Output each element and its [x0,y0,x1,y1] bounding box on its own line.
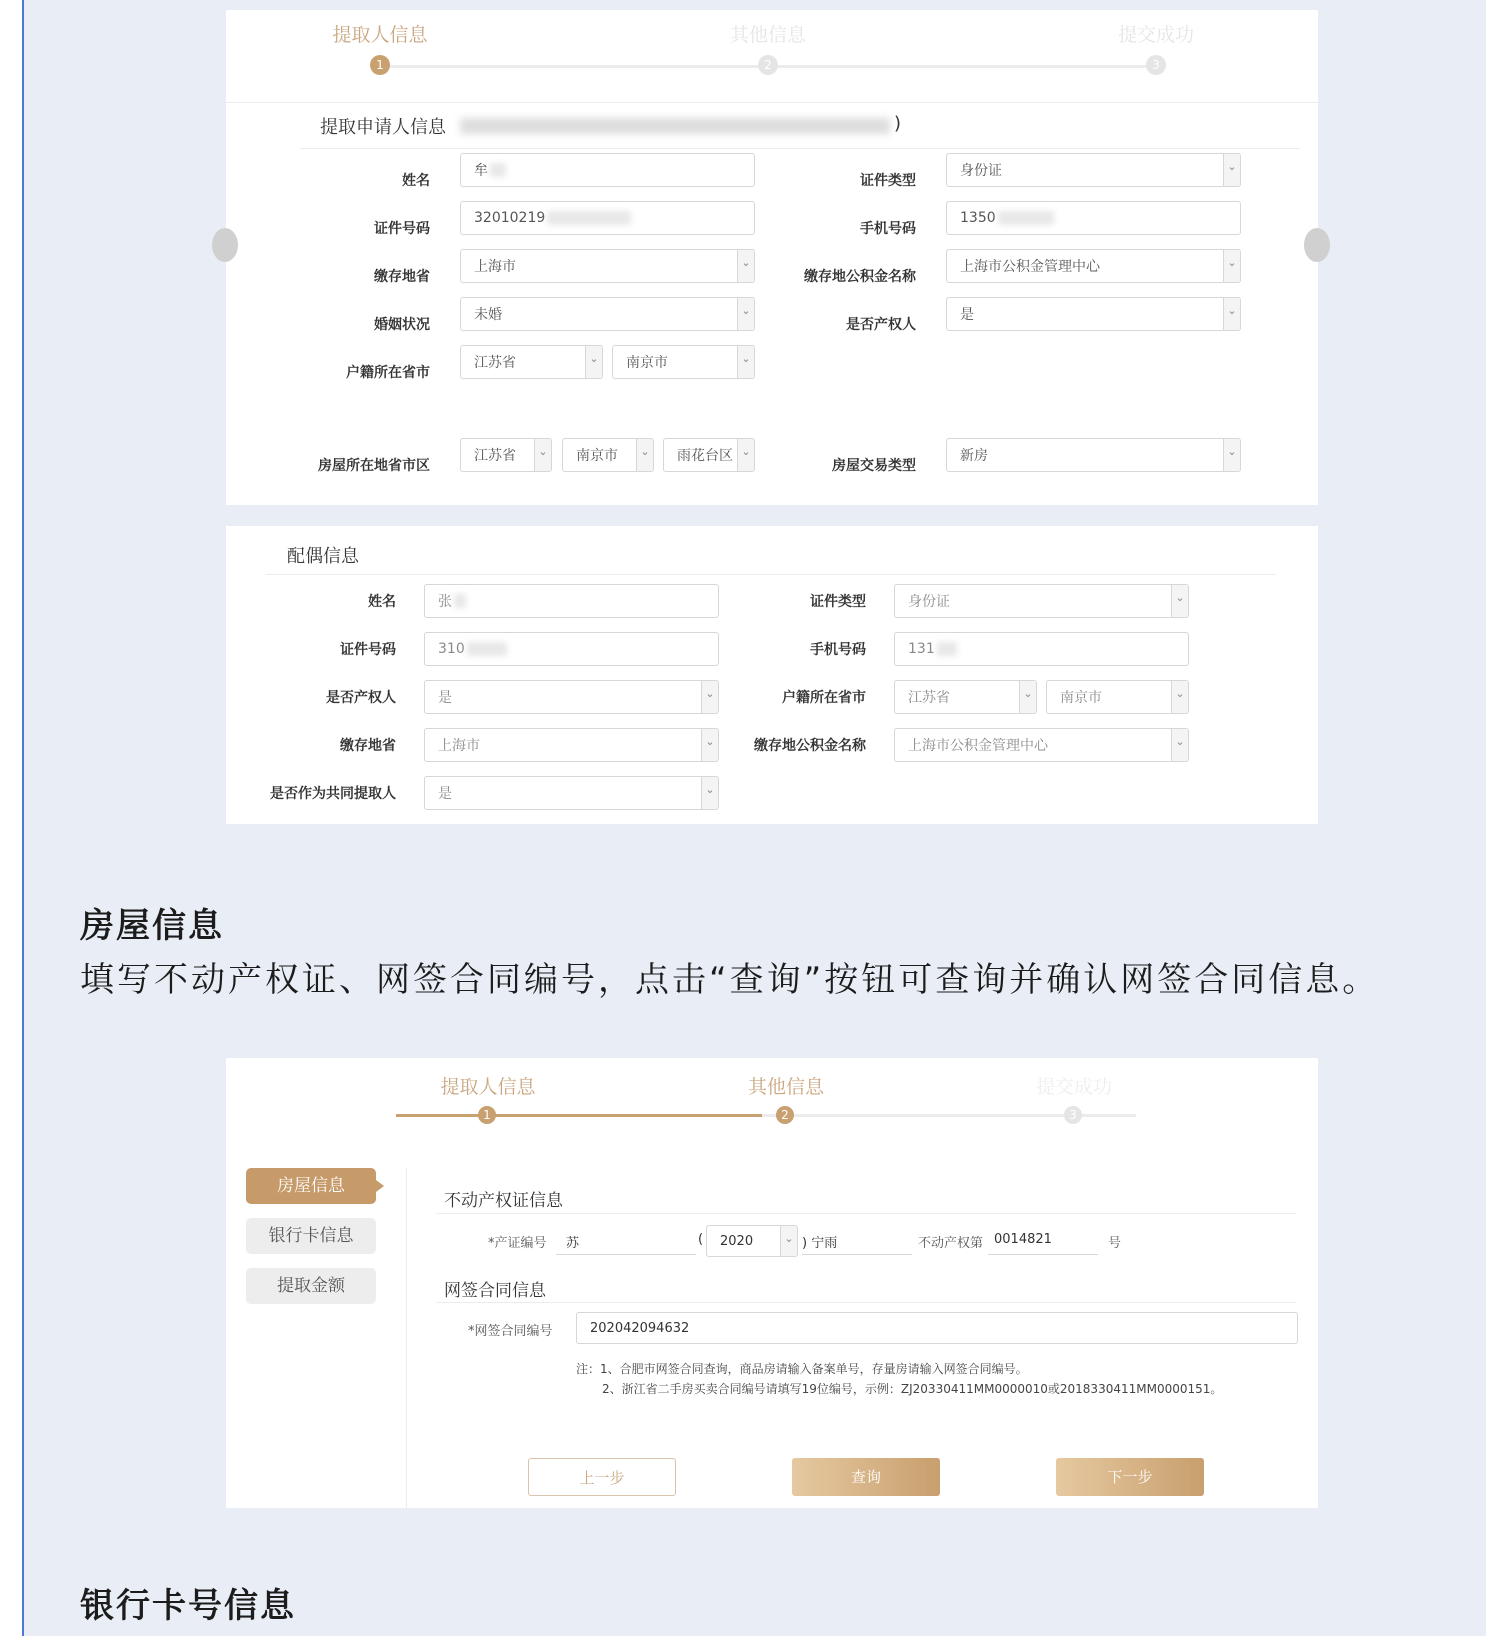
spouse-fund-center-select[interactable]: 上海市公积金管理中心 ⌄ [894,728,1189,762]
is-owner-select[interactable]: 是 ⌄ [946,297,1241,331]
step-2-label: 其他信息 [747,1076,824,1098]
note-line-1: 注：1、合肥市网签合同查询，商品房请输入备案单号，存量房请输入网签合同编号。 [576,1362,1028,1376]
cert-mid-label: 不动产权第 [918,1236,984,1251]
spouse-id-type-select[interactable]: 身份证 ⌄ [894,584,1189,618]
step-1-dot: 1 [370,55,390,75]
spouse-hukou-city-select[interactable]: 南京市 ⌄ [1046,680,1189,714]
contract-number-input[interactable]: 202042094632 [576,1312,1298,1344]
spouse-form-screenshot [226,526,1318,824]
applicant-section-title: 提取申请人信息 [320,117,446,138]
marital-status-label: 婚姻状况 [374,317,430,333]
id-type-select[interactable]: 身份证 ⌄ [946,153,1241,187]
carousel-next-arrow[interactable] [1304,228,1330,262]
cert-region-underline[interactable] [802,1254,912,1255]
spouse-id-number-input[interactable]: 310 [424,632,719,666]
query-button[interactable]: 查询 [792,1458,940,1496]
hukou-label: 户籍所在省市 [346,365,430,381]
spouse-name-input[interactable]: 张 [424,584,719,618]
id-number-input[interactable]: 32010219 [460,201,755,235]
name-label: 姓名 [402,173,430,189]
section-divider [300,148,1300,149]
phone-input[interactable]: 1350 [946,201,1241,235]
hukou-province-select[interactable]: 江苏省 ⌄ [460,345,603,379]
redacted-info [460,118,890,134]
step-1-dot: 1 [478,1106,496,1124]
name-input[interactable]: 牟 [460,153,755,187]
step-3-label: 提交成功 [1117,24,1194,46]
trade-type-select[interactable]: 新房 ⌄ [946,438,1241,472]
article-page [22,0,1486,1636]
next-step-button[interactable]: 下一步 [1056,1458,1204,1496]
note-line-2: 2、浙江省二手房买卖合同编号请填写19位编号，示例：ZJ20330411MM0000010或2018330411MM0000151。 [602,1382,1223,1396]
phone-label: 手机号码 [860,221,916,237]
tab-withdraw-amount[interactable]: 提取金额 [246,1268,376,1304]
spouse-phone-input[interactable]: 131 [894,632,1189,666]
paren-open: ( [698,1232,704,1247]
spouse-is-owner-label: 是否产权人 [326,690,396,706]
section-divider [436,1213,1296,1214]
step-2-dot: 2 [758,55,778,75]
tab-bank-card-info[interactable]: 银行卡信息 [246,1218,376,1254]
is-owner-label: 是否产权人 [846,317,916,333]
applicant-section-suffix: ) [894,113,902,134]
id-number-label: 证件号码 [374,221,430,237]
sidebar-divider [406,1168,407,1508]
co-withdraw-label: 是否作为共同提取人 [270,786,396,802]
co-withdraw-select[interactable]: 是 ⌄ [424,776,719,810]
step-1-label: 提取人信息 [332,24,428,46]
step-3-label: 提交成功 [1035,1076,1112,1098]
house-province-select[interactable]: 江苏省 ⌄ [460,438,552,472]
id-type-label: 证件类型 [860,173,916,189]
step-3-dot: 3 [1064,1106,1082,1124]
cert-region: ) 宁雨 [802,1236,838,1251]
step-3-dot: 3 [1146,55,1166,75]
spouse-is-owner-select[interactable]: 是 ⌄ [424,680,719,714]
spouse-fund-center-label: 缴存地公积金名称 [754,738,866,754]
section-divider [266,574,1276,575]
spouse-deposit-province-select[interactable]: 上海市 ⌄ [424,728,719,762]
spouse-phone-label: 手机号码 [810,642,866,658]
spouse-id-type-label: 证件类型 [810,594,866,610]
deposit-province-select[interactable]: 上海市 ⌄ [460,249,755,283]
cert-prefix: 苏 [566,1236,580,1251]
step-2-label: 其他信息 [729,24,806,46]
step-2-dot: 2 [776,1106,794,1124]
house-location-label: 房屋所在地省市区 [318,458,430,474]
house-info-heading: 房屋信息 [80,906,224,946]
tab-house-info[interactable]: 房屋信息 [246,1168,376,1204]
marital-status-select[interactable]: 未婚 ⌄ [460,297,755,331]
deposit-province-label: 缴存地省 [374,269,430,285]
house-district-select[interactable]: 雨花台区 ⌄ [663,438,755,472]
contract-section-title: 网签合同信息 [444,1281,546,1301]
contract-number-label: *网签合同编号 [468,1324,553,1339]
previous-step-button[interactable]: 上一步 [528,1458,676,1496]
cert-suffix: 号 [1108,1236,1122,1251]
cert-section-title: 不动产权证信息 [444,1191,563,1211]
applicant-form-screenshot [226,10,1318,505]
cert-prefix-underline[interactable] [556,1254,696,1255]
cert-number-underline[interactable] [988,1254,1098,1255]
house-city-select[interactable]: 南京市 ⌄ [562,438,654,472]
cert-year-select[interactable]: 2020 ⌄ [706,1225,798,1257]
step-track [390,65,1166,68]
house-info-form-screenshot [226,1058,1318,1508]
spouse-id-number-label: 证件号码 [340,642,396,658]
spouse-deposit-province-label: 缴存地省 [340,738,396,754]
cert-number-label: *产证编号 [488,1236,547,1251]
carousel-prev-arrow[interactable] [212,228,238,262]
section-divider [436,1302,1296,1303]
house-info-paragraph: 填写不动产权证、网签合同编号，点击“查询”按钮可查询并确认网签合同信息。 [80,960,1380,1000]
spouse-hukou-label: 户籍所在省市 [782,690,866,706]
fund-center-label: 缴存地公积金名称 [804,269,916,285]
spouse-hukou-province-select[interactable]: 江苏省 ⌄ [894,680,1037,714]
bank-info-heading: 银行卡号信息 [80,1586,296,1626]
hukou-city-select[interactable]: 南京市 ⌄ [612,345,755,379]
spouse-section-title: 配偶信息 [287,546,359,567]
fund-center-select[interactable]: 上海市公积金管理中心 ⌄ [946,249,1241,283]
step-1-label: 提取人信息 [440,1076,536,1098]
step-track-done [396,1114,762,1117]
stepper-divider [226,102,1318,103]
spouse-name-label: 姓名 [368,594,396,610]
cert-number-value[interactable]: 0014821 [994,1232,1052,1247]
trade-type-label: 房屋交易类型 [832,458,916,474]
